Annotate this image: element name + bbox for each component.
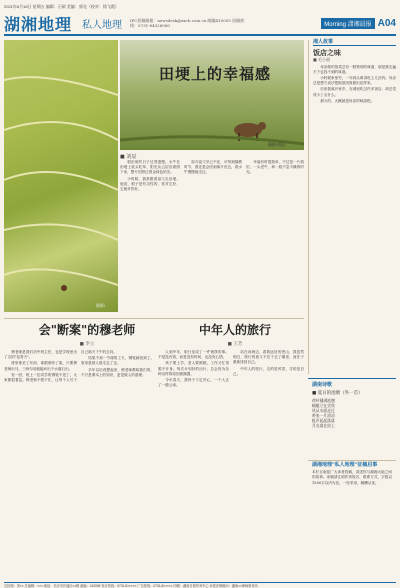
section-divider <box>4 318 304 319</box>
article-right-title: 中年人的旅行 <box>198 323 271 337</box>
feature-headline: 田埂上的幸福感 <box>158 65 271 83</box>
sidebar-author: ■ 毛小丽 <box>313 57 331 63</box>
call-for-submissions <box>308 460 396 578</box>
feature-paragraph: 稻田里的日子过得很慢。水牛在田埂上低头吃草，阳光从云层后面照下来，整片田野泛着金绿色的光。 <box>120 160 180 175</box>
article-paragraph: 中年人的旅行，走的是风景，寻的是自己。 <box>233 366 304 376</box>
section-title: 私人地理 <box>82 19 123 31</box>
feature-column-2 <box>184 160 242 315</box>
page-number-group <box>321 18 396 29</box>
sidebar-paragraph: 那少的，大概就是母亲的味道吧。 <box>320 98 375 103</box>
buffalo-illustration <box>120 40 304 150</box>
feature-paragraph: 小时候，我常跟着祖父走田埂。他说，稻子是有灵性的，你对它好，它就对你好。 <box>120 176 180 192</box>
article-left-author: ■ 李立 <box>79 342 95 347</box>
sidebar-paragraph: 小时候家里穷，一年到头难得吃上几回肉。母亲总是想方设法把粗茶淡饭做出花样来。 <box>313 76 396 86</box>
poem-title: ■ 夏日的池塘（外一首） <box>312 391 363 396</box>
page-footer: 总经理：刘×× 总编辑：××× 地址：长沙市开福区××路 邮编：410005 发行热线：0731-8××××× 广告热线：0731-8××××× 印刷：湖南日报印务中心 本报法律顾问：湖南××律师事务所 <box>4 582 396 588</box>
article-paragraph: 穆老师是我们初中班主任，也是学校里出了名的"包青天"。 <box>4 350 77 360</box>
article-paragraph: 多年以后再想起来，穆老师教给我们的，不只是课本上的知识，更是做人的道理。 <box>81 367 154 377</box>
article-paragraph: 班里谁丢了东西、谁跟谁吵了架，只要穆老师出马，三两句话就能问出个水落石出。 <box>4 361 77 371</box>
article-paragraph: 孩子要上学，老人要照顾，工作又忙得脱不开身。每次计划好的出行，总会因为各种各样的原因被搁置。 <box>158 361 229 376</box>
article-right-author: ■ 王芳 <box>227 342 243 347</box>
sidebar-paragraph: 母亲做的饭菜总有一股特别的味道，那是我走遍天下也找不到的味道。 <box>313 64 396 74</box>
photo-credit-side: 摄影/ <box>96 303 106 308</box>
poem-line: 荷叶铺满池塘 <box>312 398 335 403</box>
date-line <box>4 3 396 11</box>
article-right-body <box>158 350 304 580</box>
feature-paragraph: 幸福有时很简单，不过是一片稻田，一头老牛，和一段不急不躁的时光。 <box>246 160 304 175</box>
poem-line: 风从水面走过 <box>312 408 335 413</box>
poem-line: 带来一片清凉 <box>312 413 335 418</box>
article-paragraph: 人到中年，旅行变成了一件奢侈的事。不是没有钱，而是没有时间，也没有心情。 <box>158 350 229 360</box>
contact-info: IPC投稿邮箱：newsdesk@xxcb.com.cn 邮编410005 投稿热线：0731-84326080 <box>130 18 245 28</box>
sidebar-column <box>308 40 396 374</box>
terrace-illustration <box>4 40 118 312</box>
poem-line: 月光落在肩上 <box>312 423 335 428</box>
sidebar-paragraph: 后来我离开家乡，在城里吃过许多饭店，却总觉得少了点什么。 <box>313 87 396 97</box>
photo-credit: 摄影/刘辰 <box>268 142 286 147</box>
paper-name: Morning 潇湘晨报 <box>321 18 374 29</box>
article-left-body <box>4 350 154 580</box>
notice-text: 本栏目欢迎广大读者投稿，讲述你与湖湘大地之间的故事。来稿请注明作者姓名、联系方式，字数以1500字以内为宜，一经采用，稿酬从优。 <box>312 470 392 485</box>
feature-byline: ■ 刘辰 <box>120 154 137 160</box>
sidebar-label: 湘人故事 <box>313 40 396 46</box>
feature-column-1 <box>120 160 180 315</box>
feature-paragraph: 如今祖父早已不在，可每到插秧时节，我还是会回到那片田边，看水牛慢慢地走过。 <box>184 160 242 175</box>
date-text: 2021年6月18日 星期五 编辑：石硕 美编：郭光（校对：徐飞霞） <box>4 4 119 9</box>
article-paragraph: 有一回，班上一位同学的钢笔不见了，大家都很着急。穆老师不慌不忙，让每个人写下自己那天下午的去向。 <box>4 350 117 383</box>
article-paragraph: 站在洱海边，看着远处的苍山，我忽然明白，旅行的意义不在于去了哪里，而在于重新找回自己。 <box>233 350 304 365</box>
masthead <box>4 12 396 36</box>
page-number: A04 <box>377 17 396 29</box>
sidebar-body <box>313 65 396 345</box>
poem-label: 湖南诗歌 <box>312 382 333 388</box>
article-paragraph: 结果不到一节课的工夫，钢笔就找到了。原来是被人借走忘了还。 <box>81 356 154 366</box>
sidebar-title: 饭店之味 <box>313 48 341 58</box>
feature-column-3 <box>246 160 304 315</box>
poem-line: 蜻蜓立在尖角 <box>312 403 335 408</box>
article-left-title: 会"断案"的穆老师 <box>38 323 136 337</box>
notice-title: 湖湘地理"私人地理"征稿启事 <box>312 462 378 468</box>
poem-line: 蛙声起起落落 <box>312 418 335 423</box>
rice-terrace-photo <box>4 40 118 312</box>
poem-box <box>308 378 396 458</box>
brand-title: 湖湘地理 <box>4 16 73 34</box>
buffalo-photo <box>120 40 304 150</box>
article-paragraph: 今年春天，我终于下定决心，一个人去了一趟云南。 <box>158 378 229 388</box>
